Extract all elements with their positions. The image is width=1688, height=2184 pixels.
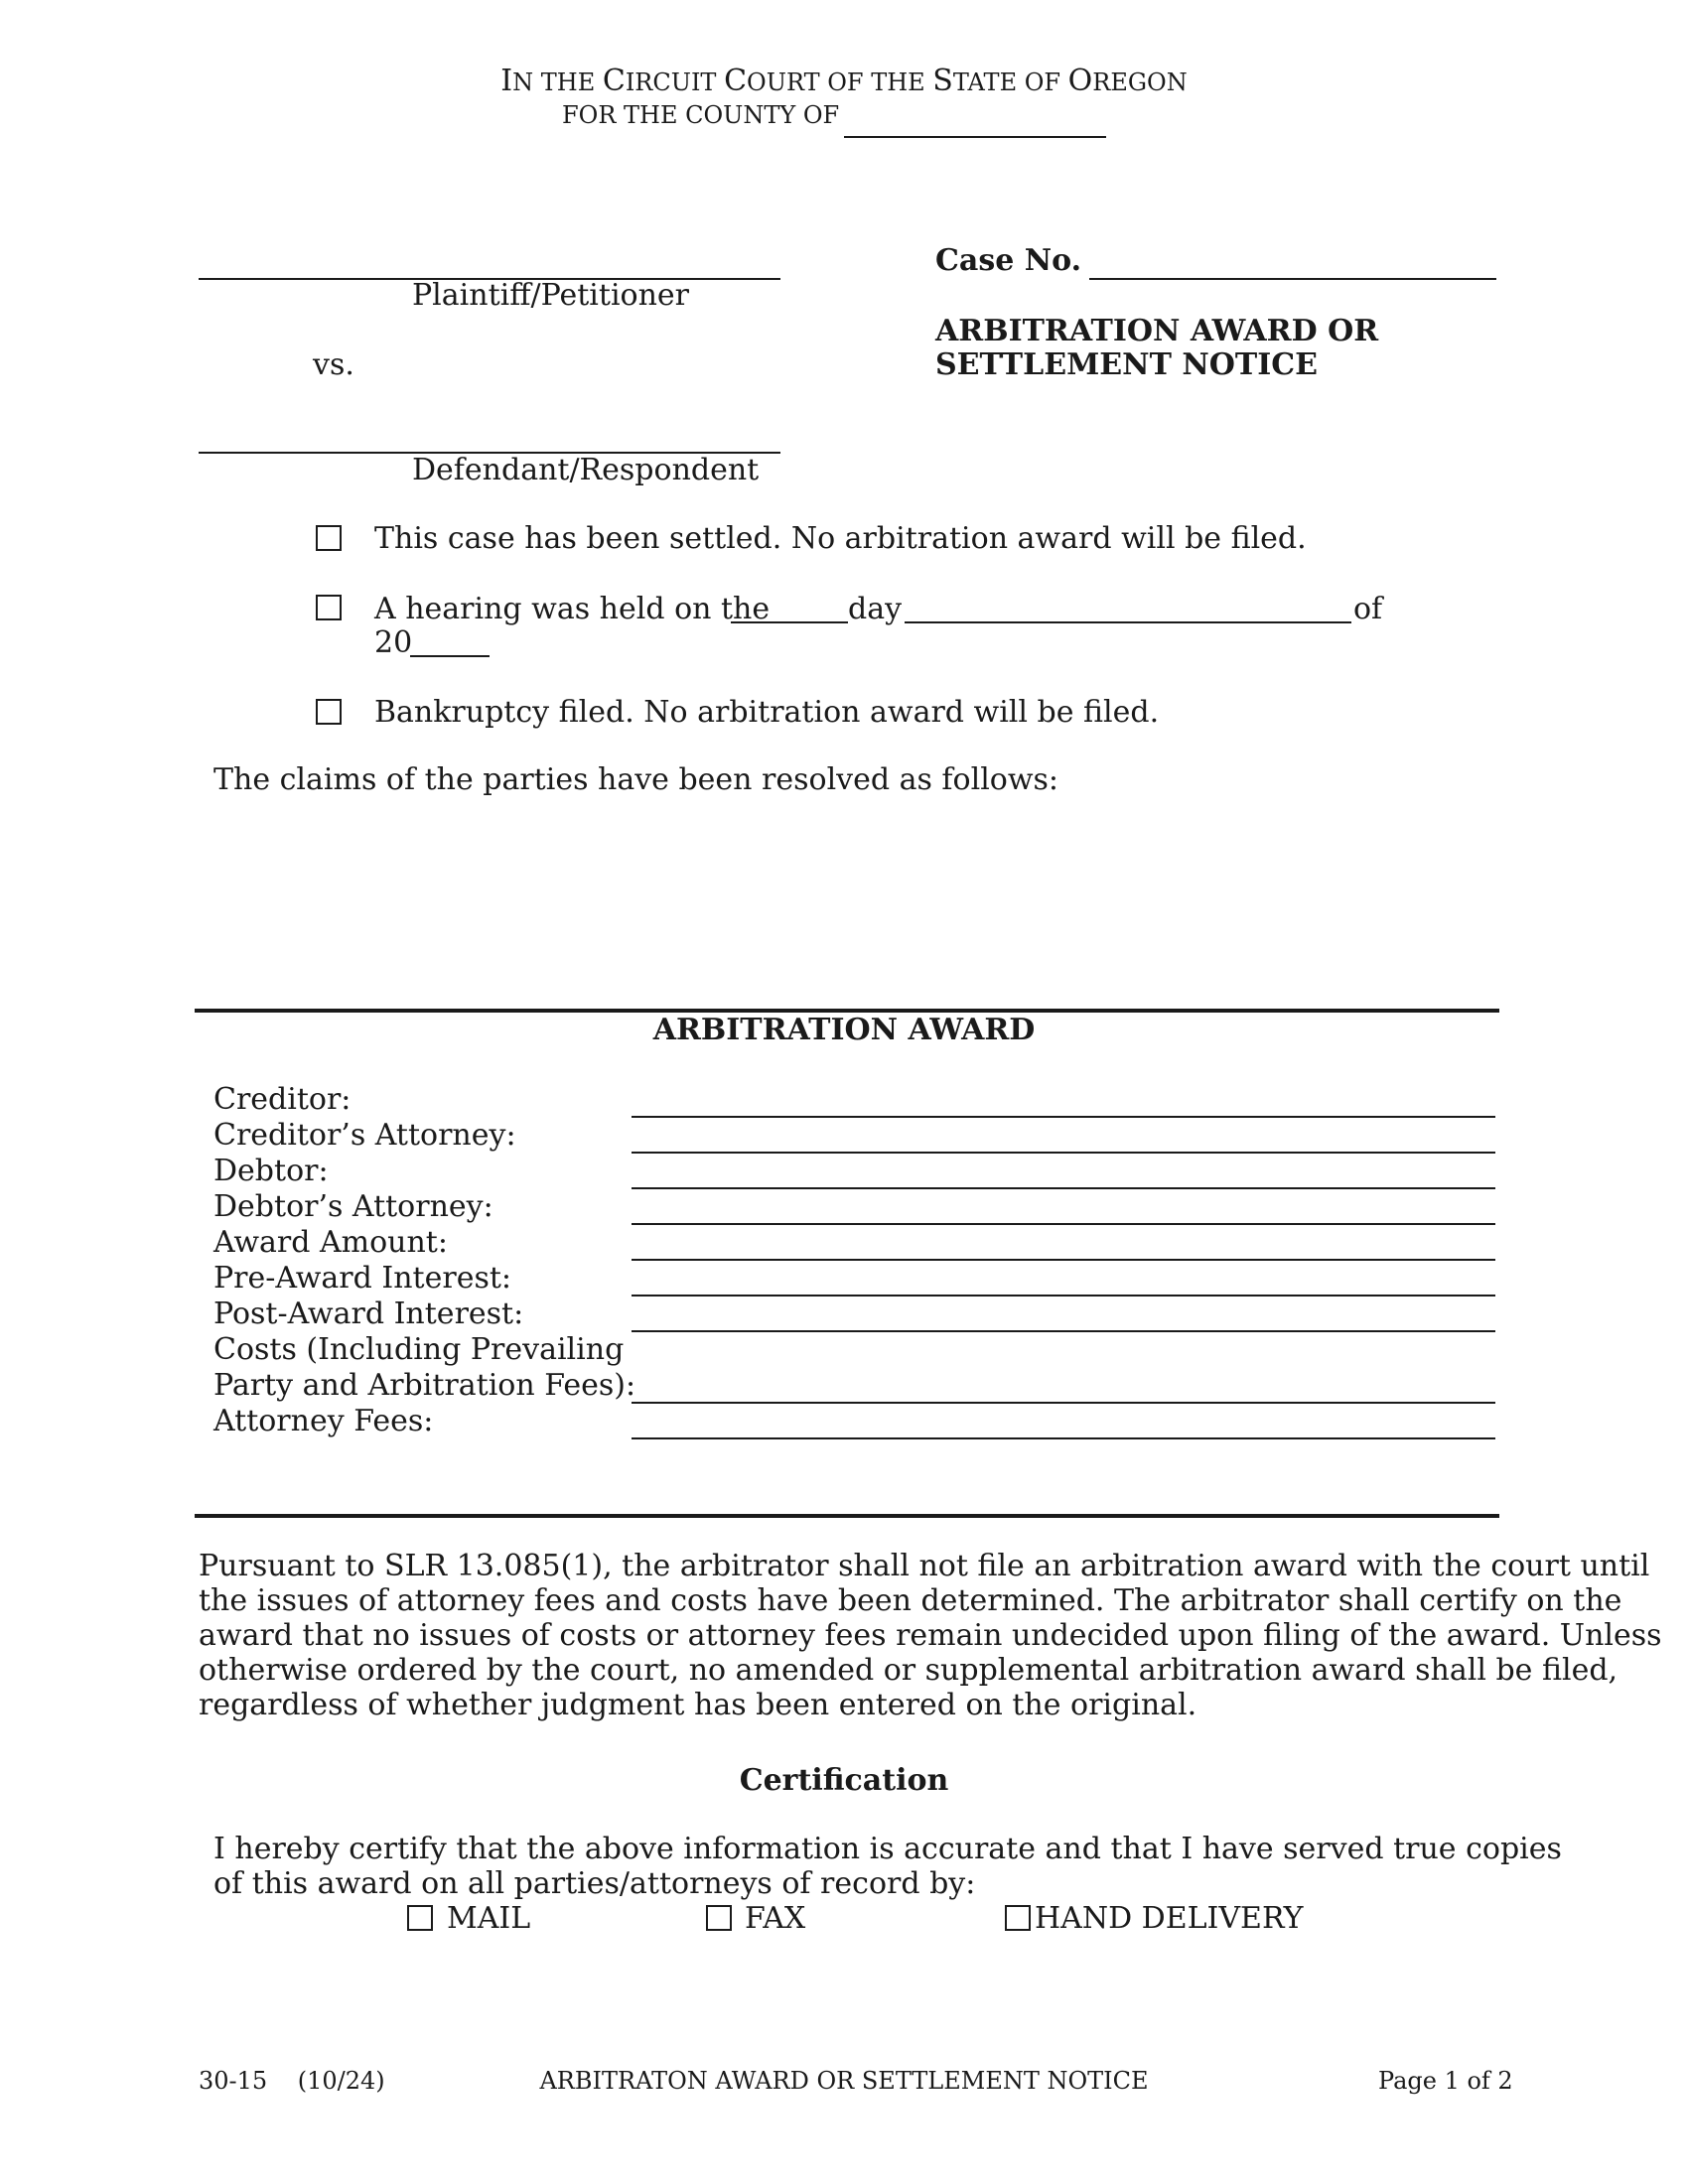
fax-checkbox[interactable] bbox=[706, 1905, 732, 1931]
hearing-day-label: day bbox=[848, 592, 903, 626]
bankruptcy-text: Bankruptcy filed. No arbitration award will be filed. bbox=[374, 695, 1160, 730]
county-blank[interactable] bbox=[844, 136, 1106, 138]
case-no-blank[interactable] bbox=[1089, 278, 1496, 280]
rule-paragraph-line: Pursuant to SLR 13.085(1), the arbitrator shall not file an arbitration award with the court until bbox=[199, 1549, 1650, 1583]
header-fragment: C bbox=[602, 64, 626, 98]
form-title-line2: SETTLEMENT NOTICE bbox=[935, 347, 1318, 382]
award-title: ARBITRATION AWARD bbox=[652, 1013, 1036, 1047]
footer-title: ARBITRATON AWARD OR SETTLEMENT NOTICE bbox=[539, 2067, 1149, 2095]
county-label: FOR THE COUNTY OF bbox=[562, 101, 840, 129]
award-field-blank[interactable] bbox=[632, 1402, 1495, 1404]
claims-text: The claims of the parties have been resolved as follows: bbox=[213, 762, 1059, 797]
header-fragment: IRCUIT bbox=[625, 68, 725, 96]
hearing-checkbox[interactable] bbox=[316, 595, 342, 620]
certification-title: Certification bbox=[739, 1763, 949, 1798]
header-fragment: S bbox=[932, 64, 953, 98]
award-field-label: Creditor: bbox=[213, 1082, 352, 1117]
award-field-label: Attorney Fees: bbox=[213, 1404, 434, 1438]
settled-checkbox[interactable] bbox=[316, 525, 342, 551]
award-field-label: Creditor’s Attorney: bbox=[213, 1118, 516, 1153]
rule-paragraph-line: otherwise ordered by the court, no amended or supplemental arbitration award shall be filed, bbox=[199, 1653, 1618, 1688]
rule-paragraph-line: award that no issues of costs or attorney fees remain undecided upon filing of the award. Unless bbox=[199, 1618, 1662, 1653]
plaintiff-label: Plaintiff/Petitioner bbox=[412, 278, 690, 313]
court-header-line2 bbox=[562, 101, 839, 129]
hand-delivery-label: HAND DELIVERY bbox=[1035, 1901, 1304, 1936]
rule-paragraph-line: regardless of whether judgment has been entered on the original. bbox=[199, 1688, 1197, 1722]
mail-label: MAIL bbox=[447, 1901, 531, 1936]
header-fragment: OURT OF THE bbox=[747, 68, 933, 96]
case-no-label: Case No. bbox=[935, 243, 1082, 278]
fax-label: FAX bbox=[745, 1901, 806, 1936]
award-field-blank[interactable] bbox=[632, 1259, 1495, 1261]
header-fragment: I bbox=[500, 64, 513, 98]
award-field-label: Debtor’s Attorney: bbox=[213, 1189, 493, 1224]
award-field-label: Party and Arbitration Fees): bbox=[213, 1368, 636, 1403]
footer-page-number: Page 1 of 2 bbox=[1378, 2067, 1513, 2095]
certification-text-1: I hereby certify that the above information is accurate and that I have served true copies bbox=[213, 1832, 1562, 1866]
award-field-label: Costs (Including Prevailing bbox=[213, 1332, 625, 1367]
form-title-line1: ARBITRATION AWARD OR bbox=[935, 314, 1379, 348]
award-field-blank[interactable] bbox=[632, 1152, 1495, 1154]
award-field-label: Post-Award Interest: bbox=[213, 1297, 524, 1331]
mail-checkbox[interactable] bbox=[407, 1905, 433, 1931]
vs-label: vs. bbox=[313, 347, 354, 382]
defendant-label: Defendant/Respondent bbox=[412, 453, 760, 487]
award-field-blank[interactable] bbox=[632, 1187, 1495, 1189]
header-fragment: TATE OF bbox=[952, 68, 1068, 96]
award-field-label: Pre-Award Interest: bbox=[213, 1261, 512, 1296]
hand-delivery-checkbox[interactable] bbox=[1005, 1905, 1031, 1931]
settled-text: This case has been settled. No arbitration award will be filed. bbox=[374, 521, 1307, 556]
rule-paragraph-line: the issues of attorney fees and costs have been determined. The arbitrator shall certify on the bbox=[199, 1583, 1622, 1618]
hearing-text: A hearing was held on the bbox=[374, 592, 771, 626]
court-header-line1 bbox=[0, 64, 1688, 100]
hearing-year-prefix: 20 bbox=[374, 625, 413, 660]
header-fragment: N THE bbox=[512, 68, 603, 96]
bankruptcy-checkbox[interactable] bbox=[316, 699, 342, 725]
award-field-label: Award Amount: bbox=[213, 1225, 448, 1260]
header-fragment: O bbox=[1067, 64, 1093, 98]
footer-form-number: 30-15 (10/24) bbox=[199, 2067, 385, 2095]
award-field-blank[interactable] bbox=[632, 1330, 1495, 1332]
hearing-year-blank[interactable] bbox=[410, 655, 490, 657]
award-field-blank[interactable] bbox=[632, 1223, 1495, 1225]
header-fragment: C bbox=[724, 64, 748, 98]
hearing-month-blank[interactable] bbox=[905, 621, 1351, 623]
award-field-blank[interactable] bbox=[632, 1116, 1495, 1118]
certification-text-2: of this award on all parties/attorneys of record by: bbox=[213, 1866, 976, 1901]
header-fragment: REGON bbox=[1092, 68, 1188, 96]
hearing-of-label: of bbox=[1353, 592, 1383, 626]
hearing-day-blank[interactable] bbox=[731, 621, 848, 623]
award-field-label: Debtor: bbox=[213, 1154, 329, 1188]
award-bottom-rule bbox=[195, 1514, 1499, 1518]
award-field-blank[interactable] bbox=[632, 1437, 1495, 1439]
award-field-blank[interactable] bbox=[632, 1295, 1495, 1297]
